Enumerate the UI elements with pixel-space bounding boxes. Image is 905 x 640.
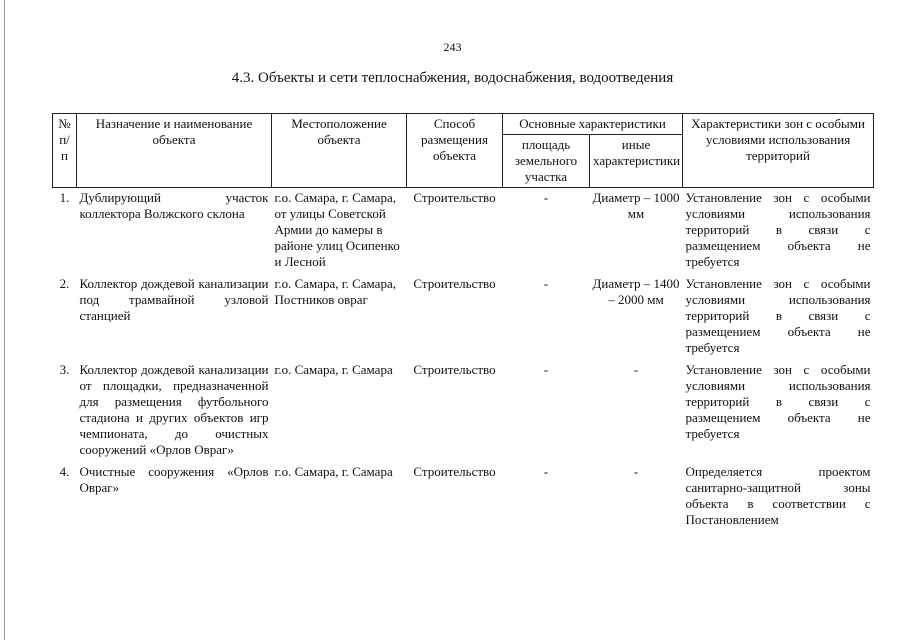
row-zones: Определяется проектом санитарно-защитной зоны объекта в соответствии с Постановлением <box>685 464 871 527</box>
row-method: Строительство <box>413 276 496 291</box>
table-row <box>53 188 874 275</box>
row-zones: Установление зон с особыми условиями использования территорий в связи с размещением объекта не требуется <box>685 190 871 269</box>
row-name: Дублирующий участок коллектора Волжского склона <box>79 190 269 221</box>
header-main-characteristics: Основные характеристики <box>503 114 683 135</box>
section-title: 4.3. Объекты и сети теплоснабжения, водоснабжения, водоотведения <box>231 70 674 86</box>
row-method: Строительство <box>413 464 496 479</box>
scan-margin-line <box>4 0 5 640</box>
row-location: г.о. Самара, г. Самара <box>274 464 393 479</box>
objects-table <box>52 113 874 532</box>
row-other: - <box>633 362 639 377</box>
header-other: иные характеристики <box>590 135 683 188</box>
header-num: № п/п <box>53 114 77 188</box>
table-row <box>53 462 874 532</box>
row-zones: Установление зон с особыми условиями использования территорий в связи с размещением объекта не требуется <box>685 276 871 355</box>
row-num: 3. <box>59 362 70 377</box>
row-location: г.о. Самара, г. Самара, от улицы Советской Армии до камеры в районе улиц Осипенко и Лесной <box>274 190 400 269</box>
row-name: Очистные сооружения «Орлов Овраг» <box>79 464 269 495</box>
row-num: 2. <box>59 276 70 291</box>
row-other: Диаметр – 1000 мм <box>592 190 680 221</box>
row-name: Коллектор дождевой канализации под трамвайной узловой станцией <box>79 276 269 323</box>
header-zones: Характеристики зон с особыми условиями использования территорий <box>683 114 874 188</box>
row-area: - <box>543 464 549 479</box>
row-zones: Установление зон с особыми условиями использования территорий в связи с размещением объекта не требуется <box>685 362 871 441</box>
table-header <box>53 114 874 188</box>
table-row <box>53 360 874 462</box>
row-location: г.о. Самара, г. Самара, Постников овраг <box>274 276 396 307</box>
row-location: г.о. Самара, г. Самара <box>274 362 393 377</box>
table-body <box>53 188 874 533</box>
header-method: Способ размещения объекта <box>407 114 503 188</box>
row-method: Строительство <box>413 190 496 205</box>
row-area: - <box>543 362 549 377</box>
header-area: площадь земельного участка <box>503 135 590 188</box>
row-other: Диаметр – 1400 – 2000 мм <box>592 276 680 307</box>
table-row <box>53 274 874 360</box>
row-name: Коллектор дождевой канализации от площадки, предназначенной для размещения футбольного стадиона и других объектов игр чемпионата, до очистных сооружений «Орлов Овраг» <box>79 362 269 457</box>
header-location: Местоположение объекта <box>272 114 407 188</box>
row-area: - <box>543 190 549 205</box>
row-other: - <box>633 464 639 479</box>
row-method: Строительство <box>413 362 496 377</box>
row-num: 4. <box>59 464 70 479</box>
row-num: 1. <box>59 190 70 205</box>
page-number: 243 <box>443 40 462 54</box>
row-area: - <box>543 276 549 291</box>
header-name: Назначение и наименование объекта <box>77 114 272 188</box>
